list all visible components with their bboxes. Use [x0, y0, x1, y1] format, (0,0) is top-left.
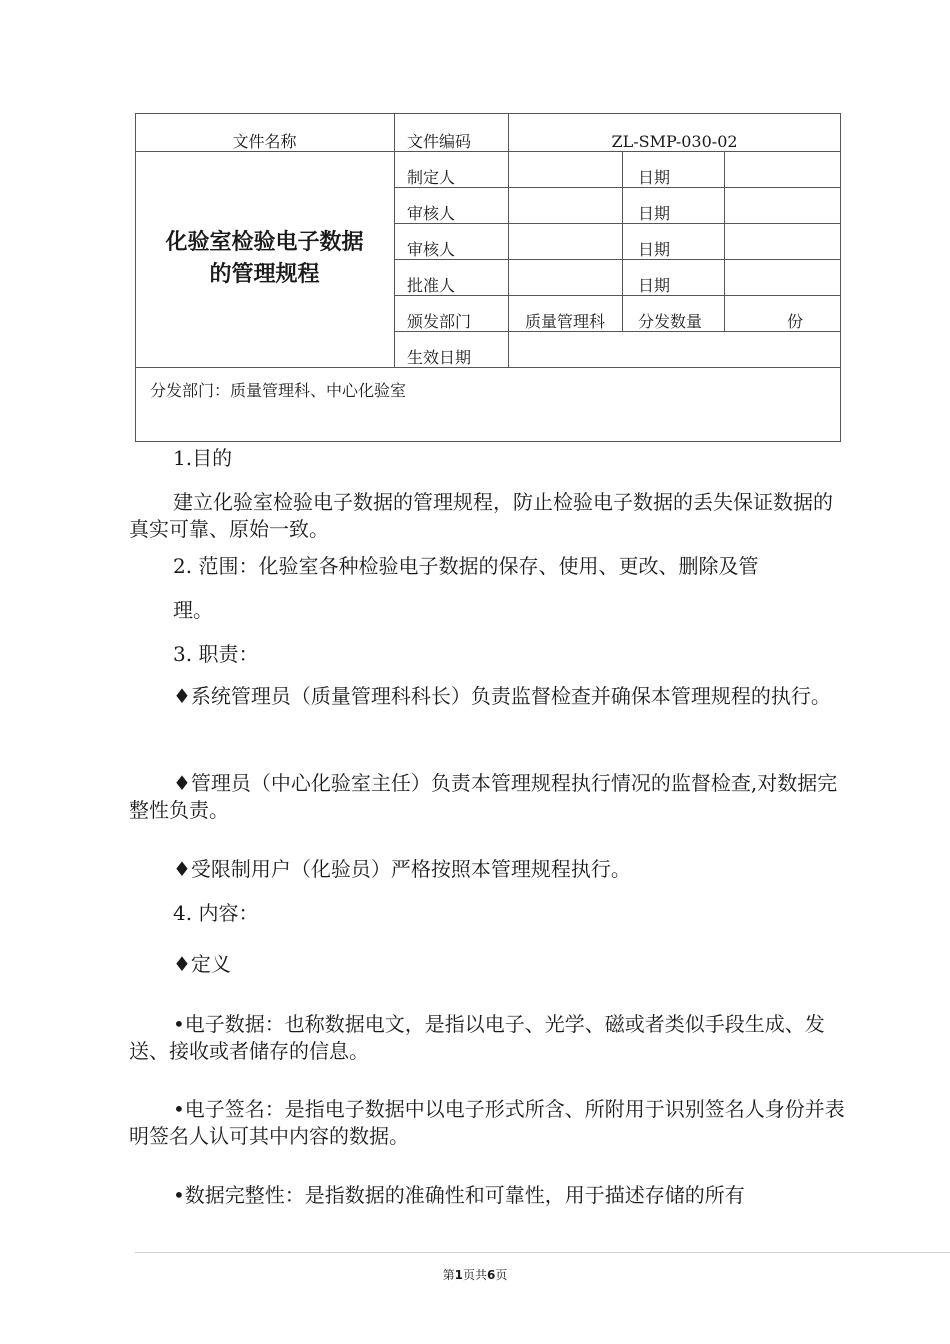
page-footer [0, 1266, 950, 1283]
section-3-title: 3. 职责： [173, 642, 259, 666]
issue-dept: 质量管理科 [524, 312, 605, 331]
definition-electronic-signature: •电子签名：是指电子数据中以电子形式所含、所附用于识别签名人身份并表明签名人认可其中内容的数据。 [129, 1097, 845, 1148]
distribution-info: 分发部门：质量管理科、中心化验室 [150, 381, 407, 400]
file-code-label: 文件编码 [407, 132, 472, 151]
page-prefix: 第 [442, 1268, 455, 1282]
file-code: ZL-SMP-030-02 [611, 132, 738, 151]
section-3-item-1: ♦系统管理员（质量管理科科长）负责监督检查并确保本管理规程的执行。 [173, 684, 831, 708]
reviewer-label: 审核人 [407, 204, 456, 223]
footer-divider [135, 1252, 950, 1253]
issue-dept-label: 颁发部门 [407, 312, 472, 331]
page-total: 6 [487, 1268, 496, 1282]
date-label: 日期 [638, 240, 671, 259]
effective-date-label: 生效日期 [407, 348, 472, 367]
date-label: 日期 [638, 168, 671, 187]
date-label: 日期 [638, 204, 671, 223]
section-4-title: 4. 内容： [173, 901, 259, 925]
date-label: 日期 [638, 276, 671, 295]
definition-data-integrity: •数据完整性：是指数据的准确性和可靠性，用于描述存储的所有 [173, 1183, 745, 1207]
approver-label: 批准人 [407, 276, 456, 295]
section-2-line-2: 理。 [173, 598, 213, 622]
dist-count-unit: 份 [787, 312, 804, 331]
title-line-2: 的管理规程 [209, 262, 320, 287]
section-1-text: 建立化验室检验电子数据的管理规程，防止检验电子数据的丢失保证数据的真实可靠、原始一致。 [129, 490, 833, 541]
page-number: 1 [454, 1268, 463, 1282]
document-header-table [135, 113, 841, 442]
document-title [135, 151, 394, 367]
section-3-item-2: ♦管理员（中心化验室主任）负责本管理规程执行情况的监督检查,对数据完整性负责。 [129, 771, 838, 822]
file-name-label: 文件名称 [232, 132, 297, 151]
definition-electronic-data: •电子数据：也称数据电文，是指以电子、光学、磁或者类似手段生成、发送、接收或者储存的信息。 [129, 1012, 825, 1063]
section-1-title: 1.目的 [173, 446, 233, 470]
reviewer-label: 审核人 [407, 240, 456, 259]
title-line-1: 化验室检验电子数据 [165, 230, 364, 255]
author-label: 制定人 [407, 168, 456, 187]
page-suffix: 页 [495, 1268, 508, 1282]
dist-count-label: 分发数量 [638, 312, 703, 331]
page-middle: 页共 [462, 1268, 487, 1282]
section-2-line-1: 2. 范围：化验室各种检验电子数据的保存、使用、更改、删除及管 [173, 554, 759, 578]
definitions-heading: ♦定义 [173, 952, 231, 976]
section-3-item-3: ♦受限制用户（化验员）严格按照本管理规程执行。 [173, 857, 631, 881]
